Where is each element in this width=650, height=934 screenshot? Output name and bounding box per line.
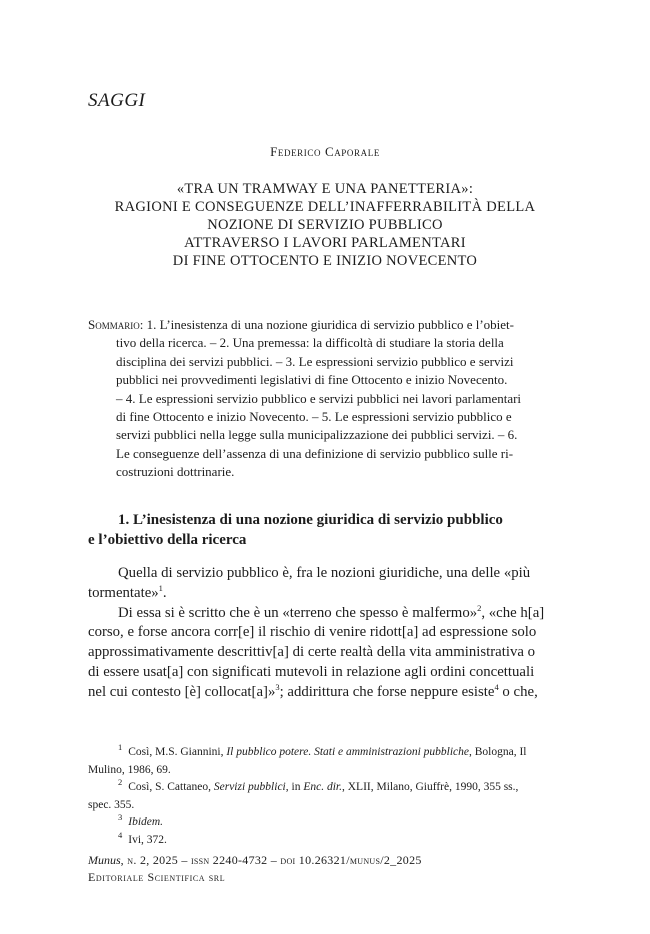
footnote-title: Enc. dir. xyxy=(303,781,342,793)
footnote-number: 3 xyxy=(118,812,123,823)
summary-label: Sommario: xyxy=(88,317,144,332)
footnote-number: 2 xyxy=(118,777,123,788)
body-text-span: tormentate» xyxy=(88,584,159,601)
journal-meta: , n. 2, 2025 – issn 2240-4732 – doi 10.26321/munus/2_2025 xyxy=(120,853,422,867)
summary-line: pubblici nei provvedimenti legislativi di fine Ottocento e inizio Novecento. xyxy=(116,372,508,388)
article-title xyxy=(80,180,570,270)
summary-line: tivo della ricerca. – 2. Una premessa: la difficoltà di studiare la storia della xyxy=(116,335,504,351)
footnote-title: Servizi pubblici xyxy=(213,781,286,793)
page-footer xyxy=(88,852,558,886)
section-label: SAGGI xyxy=(88,90,146,111)
title-line: RAGIONI E CONSEGUENZE DELL’INAFFERRABILITÀ DELLA xyxy=(114,199,536,215)
body-text-span: . xyxy=(162,584,167,601)
title-line: DI FINE OTTOCENTO E INIZIO NOVECENTO xyxy=(172,253,478,269)
summary-line: Le conseguenze dell’assenza di una definizione di servizio pubblico sulle ri- xyxy=(116,445,514,461)
title-line: NOZIONE DI SERVIZIO PUBBLICO xyxy=(207,217,443,233)
summary-line: di fine Ottocento e inizio Novecento. – 5. Le espressioni servizio pubblico e xyxy=(116,409,512,425)
body-text xyxy=(88,564,560,703)
footnote-text: , in xyxy=(285,781,304,793)
summary-line xyxy=(88,316,556,334)
footnote-title: Il pubblico potere. Stati e amministrazioni pubbliche xyxy=(226,746,469,758)
footnote-text: Ivi, 372. xyxy=(128,833,167,846)
footnote-number: 1 xyxy=(118,742,123,753)
summary-line: disciplina dei servizi pubblici. – 3. Le espressioni servizio pubblico e servizi xyxy=(116,353,514,369)
summary-line: costruzioni dottrinarie. xyxy=(116,464,235,480)
footnote xyxy=(88,779,558,797)
footnote-ref: 4 xyxy=(494,681,499,692)
summary-block xyxy=(88,316,556,482)
section-heading xyxy=(88,510,558,550)
heading-line: 1. L’inesistenza di una nozione giuridica di servizio pubblico xyxy=(118,512,503,528)
body-text-span: o che, xyxy=(498,683,538,700)
footnote-text: , XLII, Milano, Giuffrè, 1990, 355 ss., xyxy=(341,781,519,793)
body-text-span: , «che h[a] xyxy=(481,604,545,621)
footnote-text: Così, S. Cattaneo, xyxy=(128,781,214,793)
body-line: corso, e forse ancora corr[e] il rischio di venire ridott[a] ad espressione solo xyxy=(88,624,537,641)
footnote-number: 4 xyxy=(118,829,123,840)
footnote-text: Così, M.S. Giannini, xyxy=(128,746,227,758)
title-line: «TRA UN TRAMWAY E UNA PANETTERIA»: xyxy=(176,181,474,197)
body-line xyxy=(88,584,560,604)
summary-line: servizi pubblici nella legge sulla municipalizzazione dei pubblici servizi. – 6. xyxy=(116,427,518,443)
body-line xyxy=(88,604,560,624)
journal-name: Munus xyxy=(88,853,121,867)
publisher: Editoriale Scientifica srl xyxy=(88,870,226,884)
body-text-span: nel cui contesto [è] collocat[a]» xyxy=(88,683,276,700)
footnote-continuation: spec. 355. xyxy=(88,798,135,811)
summary-text: 1. L’inesistenza di una nozione giuridica di servizio pubblico e l’obiet- xyxy=(143,317,514,332)
summary-line: – 4. Le espressioni servizio pubblico e servizi pubblici nei lavori parlamentari xyxy=(116,390,522,406)
footnote xyxy=(88,814,558,832)
footnote-title: Ibidem. xyxy=(128,816,164,828)
footnote-continuation: Mulino, 1986, 69. xyxy=(88,763,171,776)
body-line: approssimativamente descrittiv[a] di certe realtà della vita amministrativa o xyxy=(88,644,536,661)
footnote-ref: 1 xyxy=(158,582,163,593)
citation-line xyxy=(88,852,558,869)
footnote-ref: 3 xyxy=(275,681,280,692)
footnote xyxy=(88,744,558,762)
footnote-ref: 2 xyxy=(477,602,482,613)
author-name: Federico Caporale xyxy=(270,144,380,159)
footnotes xyxy=(88,744,558,849)
title-line: ATTRAVERSO I LAVORI PARLAMENTARI xyxy=(184,235,466,251)
footnote xyxy=(88,829,558,850)
body-line xyxy=(88,683,560,703)
body-text-span: ; addirittura che forse neppure esiste xyxy=(279,683,495,700)
body-line: di essere usat[a] con significati mutevoli in relazione agli ordini concettuali xyxy=(88,663,535,680)
body-line: Quella di servizio pubblico è, fra le nozioni giuridiche, una delle «più xyxy=(118,565,531,581)
heading-line: e l’obiettivo della ricerca xyxy=(88,532,247,548)
body-text-span: Di essa si è scritto che è un «terreno che spesso è malfermo» xyxy=(118,604,478,621)
footnote-text: , Bologna, Il xyxy=(469,746,527,758)
